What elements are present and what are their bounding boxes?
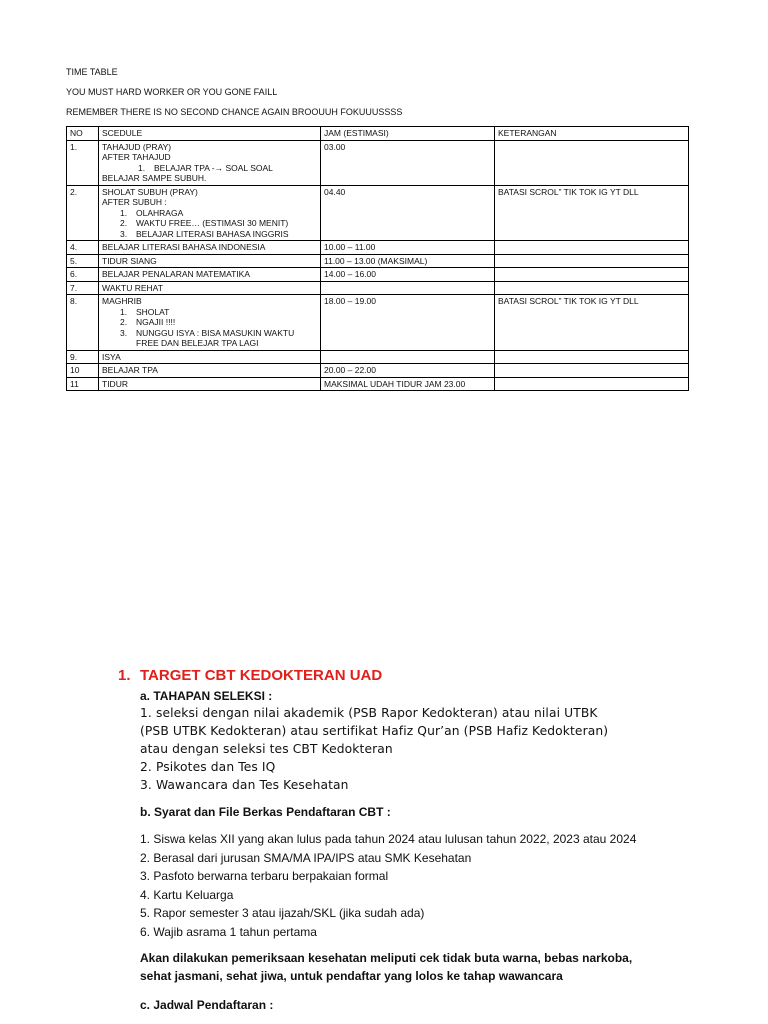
col-header-time: JAM (ESTIMASI) — [321, 127, 495, 141]
time-cell — [321, 281, 495, 295]
notes-cell — [495, 254, 689, 268]
row-number: 10 — [67, 364, 99, 378]
table-row — [67, 295, 689, 351]
text-line: 1. seleksi dengan nilai akademik (PSB Rapor Kedokteran) atau nilai UTBK — [140, 706, 598, 720]
time-cell: 11.00 – 13.00 (MAKSIMAL) — [321, 254, 495, 268]
selection-stages-heading: a. TAHAPAN SELEKSI : — [140, 689, 273, 703]
list-item: 1. SHOLAT — [120, 306, 170, 317]
time-cell — [321, 350, 495, 364]
col-header-notes: KETERANGAN — [495, 127, 689, 141]
table-row — [67, 281, 689, 295]
text-line: (PSB UTBK Kedokteran) atau sertifikat Hafiz Qur’an (PSB Hafiz Kedokteran) — [140, 724, 609, 738]
list-item: 3. BELAJAR LITERASI BAHASA INGGRIS — [120, 228, 289, 239]
motto-line-2: REMEMBER THERE IS NO SECOND CHANCE AGAIN BROOUUH FOKUUUSSSS — [66, 107, 403, 117]
row-number: 7. — [67, 281, 99, 295]
list-item: 1. BELAJAR TPA -→ SOAL SOAL — [138, 162, 273, 173]
notes-cell — [495, 241, 689, 255]
table-row — [67, 241, 689, 255]
schedule-cell: WAKTU REHAT — [99, 281, 321, 295]
row-number: 1. — [67, 140, 99, 185]
motto-line-1: YOU MUST HARD WORKER OR YOU GONE FAILL — [66, 87, 278, 97]
requirements-heading: b. Syarat dan File Berkas Pendaftaran CBT : — [140, 805, 391, 819]
list-item: 2. WAKTU FREE… (ESTIMASI 30 MENIT) — [120, 218, 289, 228]
schedule-title: TAHAJUD (PRAY) — [102, 141, 172, 152]
schedule-line: AFTER SUBUH : — [102, 197, 167, 207]
text-line: 2. Psikotes dan Tes IQ — [140, 760, 276, 774]
schedule-cell — [99, 185, 321, 241]
text-line: Akan dilakukan pemeriksaan kesehatan meliputi cek tidak buta warna, bebas narkoba, — [140, 951, 633, 965]
time-cell: 14.00 – 16.00 — [321, 268, 495, 282]
requirements-list — [140, 830, 718, 941]
table-row — [67, 350, 689, 364]
list-item: 2. NGAJII !!!! — [120, 317, 176, 327]
notes-cell — [495, 377, 689, 391]
table-row — [67, 268, 689, 282]
table-header-row — [67, 127, 689, 141]
row-number: 8. — [67, 295, 99, 351]
row-number: 2. — [67, 185, 99, 241]
schedule-cell: TIDUR — [99, 377, 321, 391]
row-number: 5. — [67, 254, 99, 268]
row-number: 9. — [67, 350, 99, 364]
notes-cell: BATASI SCROL” TIK TOK IG YT DLL — [495, 295, 689, 351]
notes-cell — [495, 350, 689, 364]
schedule-line: BELAJAR SAMPE SUBUH. — [102, 173, 207, 183]
list-item: 6. Wajib asrama 1 tahun pertama — [140, 924, 317, 939]
notes-cell — [495, 268, 689, 282]
notes-cell: BATASI SCROL” TIK TOK IG YT DLL — [495, 185, 689, 241]
notes-cell — [495, 364, 689, 378]
schedule-cell — [99, 140, 321, 185]
time-cell: 04.40 — [321, 185, 495, 241]
list-item-continuation: FREE DAN BELEJAR TPA LAGI — [136, 338, 259, 348]
table-row — [67, 364, 689, 378]
schedule-line: AFTER TAHAJUD — [102, 152, 171, 162]
text-line: sehat jasmani, sehat jiwa, untuk pendaftar yang lolos ke tahap wawancara — [140, 969, 563, 983]
schedule-cell: BELAJAR TPA — [99, 364, 321, 378]
text-line: 3. Wawancara dan Tes Kesehatan — [140, 778, 349, 792]
time-cell: MAKSIMAL UDAH TIDUR JAM 23.00 — [321, 377, 495, 391]
target-section — [118, 666, 718, 1013]
row-number: 6. — [67, 268, 99, 282]
time-cell: 03.00 — [321, 140, 495, 185]
section-title: 1. TARGET CBT KEDOKTERAN UAD — [118, 667, 383, 684]
time-cell: 10.00 – 11.00 — [321, 241, 495, 255]
time-table — [66, 126, 689, 391]
schedule-cell — [99, 295, 321, 351]
list-item: 3. Pasfoto berwarna terbaru berpakaian formal — [140, 869, 389, 883]
list-item: 3. NUNGGU ISYA : BISA MASUKIN WAKTU — [120, 327, 295, 338]
list-item: 4. Kartu Keluarga — [140, 887, 234, 902]
schedule-cell: BELAJAR LITERASI BAHASA INDONESIA — [99, 241, 321, 255]
time-cell: 18.00 – 19.00 — [321, 295, 495, 351]
notes-cell — [495, 281, 689, 295]
schedule-title: SHOLAT SUBUH (PRAY) — [102, 186, 198, 197]
table-row — [67, 140, 689, 185]
registration-schedule-heading: c. Jadwal Pendaftaran : — [140, 998, 274, 1012]
list-item: 1. Siswa kelas XII yang akan lulus pada tahun 2024 atau lulusan tahun 2022, 2023 atau 2024 — [140, 832, 637, 846]
schedule-cell: ISYA — [99, 350, 321, 364]
table-row — [67, 254, 689, 268]
schedule-cell: BELAJAR PENALARAN MATEMATIKA — [99, 268, 321, 282]
table-row — [67, 377, 689, 391]
doc-title: TIME TABLE — [66, 67, 118, 77]
health-check-note — [140, 949, 718, 985]
list-item: 2. Berasal dari jurusan SMA/MA IPA/IPS atau SMK Kesehatan — [140, 850, 472, 865]
selection-stages-text — [140, 704, 718, 794]
list-item: 5. Rapor semester 3 atau ijazah/SKL (jika sudah ada) — [140, 906, 425, 920]
schedule-cell: TIDUR SIANG — [99, 254, 321, 268]
schedule-title: MAGHRIB — [102, 296, 142, 306]
col-header-schedule: SCEDULE — [99, 127, 321, 141]
notes-cell — [495, 140, 689, 185]
row-number: 11 — [67, 377, 99, 391]
table-row — [67, 185, 689, 241]
row-number: 4. — [67, 241, 99, 255]
list-item: 1. OLAHRAGA — [120, 207, 184, 218]
time-cell: 20.00 – 22.00 — [321, 364, 495, 378]
col-header-no: NO — [67, 127, 99, 141]
text-line: atau dengan seleksi tes CBT Kedokteran — [140, 742, 393, 756]
